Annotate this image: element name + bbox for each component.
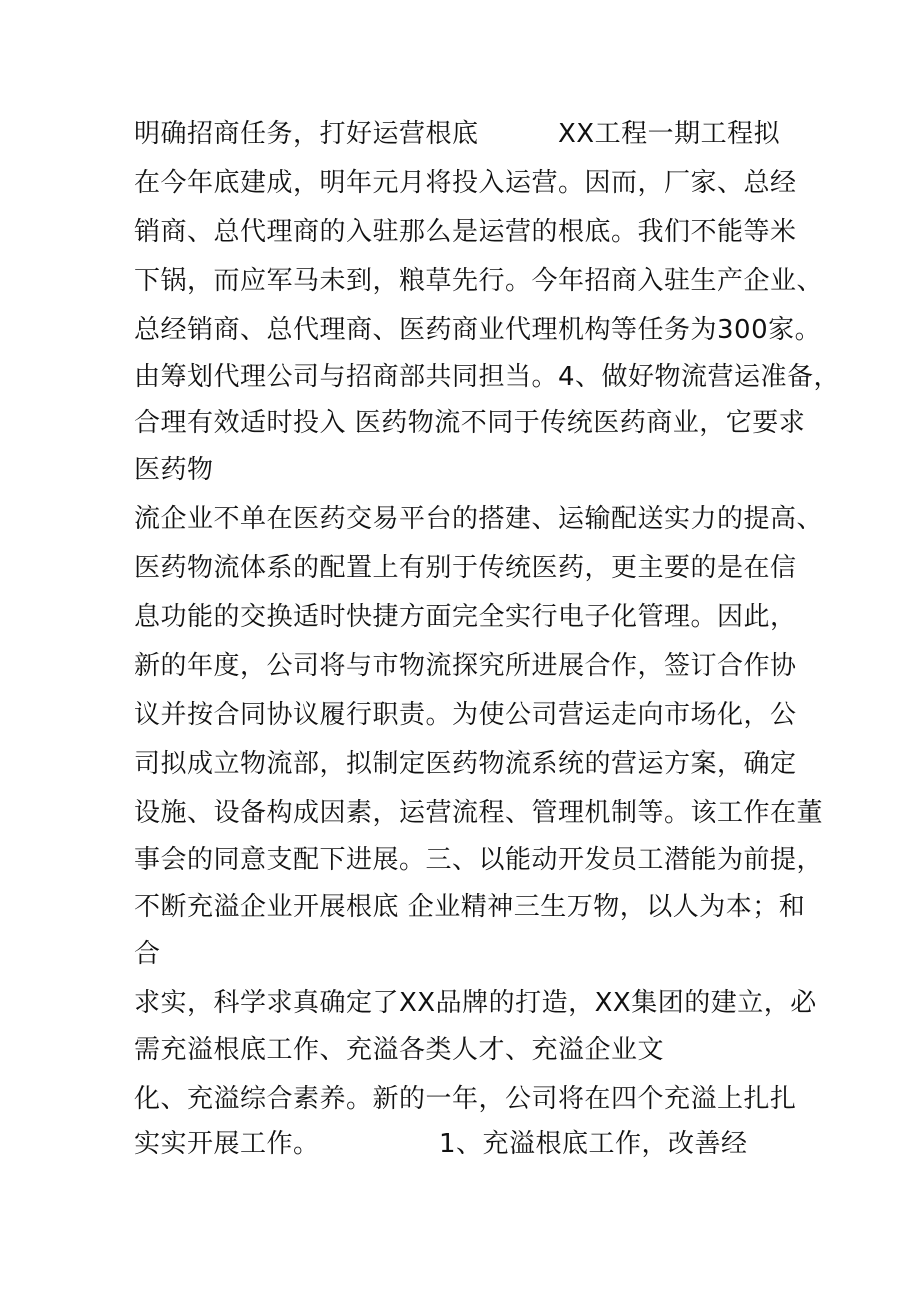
text-line: 事会的同意支配下进展。三、以能动开发员工潜能为前提， (134, 845, 824, 875)
text-line: 实实开展工作。 1、充溢根底工作，改善经 (134, 1129, 748, 1159)
text-line: 议并按合同协议履行职责。为使公司营运走向市场化，公 (134, 700, 797, 730)
text-line: 医药物 (134, 455, 214, 485)
text-line: 需充溢根底工作、充溢各类人才、充溢企业文 (134, 1035, 665, 1065)
text-line: 在今年底建成，明年元月将投入运营。因而，厂家、总经 (134, 168, 797, 198)
text-line: 化、充溢综合素养。新的一年，公司将在四个充溢上扎扎 (134, 1084, 797, 1114)
text-line: 下锅，而应军马未到，粮草先行。今年招商入驻生产企业、 (134, 266, 824, 296)
text-line: 合理有效适时投入 医药物流不同于传统医药商业，它要求 (134, 408, 806, 438)
text-line: 求实，科学求真确定了XX品牌的打造，XX集团的建立，必 (134, 988, 817, 1018)
text-line: 新的年度，公司将与市物流探究所进展合作，签订合作协 (134, 651, 797, 681)
text-line: 息功能的交换适时快捷方面完全实行电子化管理。因此， (134, 602, 797, 632)
text-line: 由筹划代理公司与招商部共同担当。4、做好物流营运准备， (134, 362, 841, 392)
text-line: 流企业不单在医药交易平台的搭建、运输配送实力的提高、 (134, 504, 824, 534)
text-line: 司拟成立物流部，拟制定医药物流系统的营运方案，确定 (134, 749, 797, 779)
text-line: 合 (134, 939, 161, 969)
text-line: 总经销商、总代理商、医药商业代理机构等任务为300家。 (134, 315, 822, 345)
text-line: 设施、设备构成因素，运营流程、管理机制等。该工作在董 (134, 798, 824, 828)
text-line: 医药物流体系的配置上有别于传统医药，更主要的是在信 (134, 553, 797, 583)
text-line: 销商、总代理商的入驻那么是运营的根底。我们不能等米 (134, 217, 797, 247)
text-line: 明确招商任务，打好运营根底 XX工程一期工程拟 (134, 119, 781, 149)
text-line: 不断充溢企业开展根底 企业精神三生万物，以人为本；和 (134, 892, 806, 922)
